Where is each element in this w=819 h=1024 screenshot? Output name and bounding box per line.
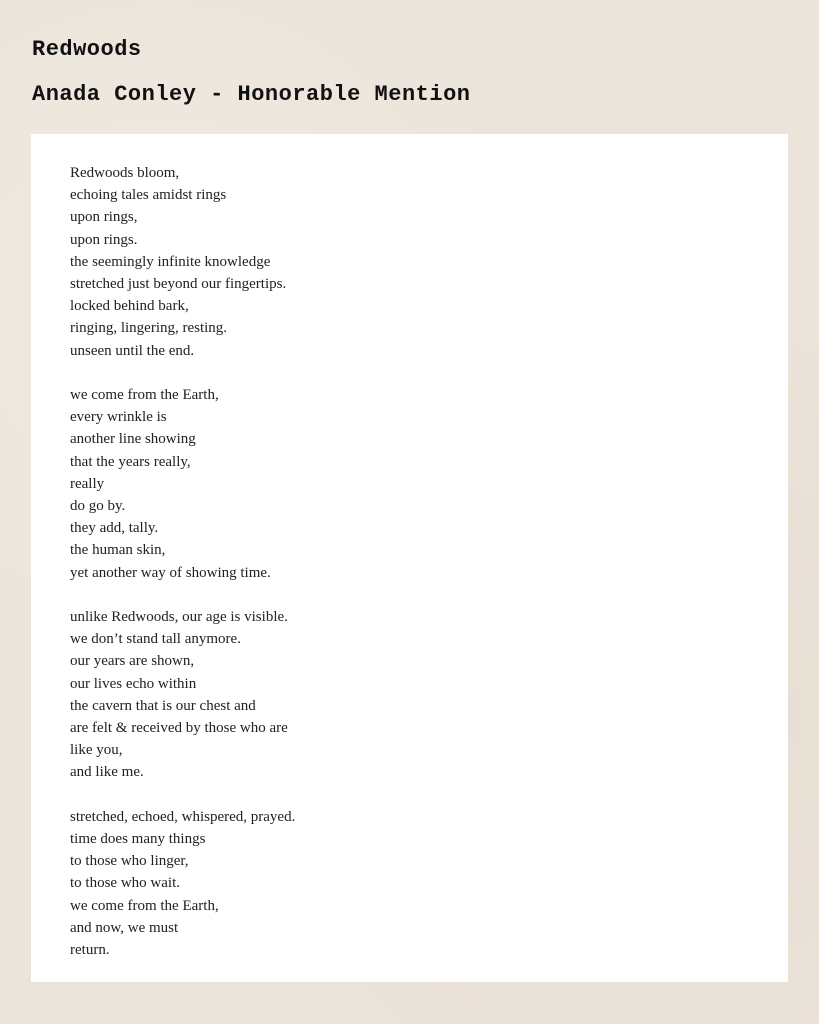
poem-line: the seemingly infinite knowledge	[70, 253, 271, 270]
poem-line: really	[70, 475, 105, 492]
poem-line: do go by.	[70, 498, 126, 515]
poem-line: we don’t stand tall anymore.	[70, 631, 241, 648]
poem-line: upon rings.	[70, 231, 138, 248]
poem-line: we come from the Earth,	[70, 897, 219, 914]
poem-body	[70, 162, 295, 961]
poem-line: to those who wait.	[70, 875, 180, 892]
poem-line: Redwoods bloom,	[70, 165, 180, 181]
poem-line: are felt & received by those who are	[70, 720, 288, 737]
poem-stanza-2	[70, 384, 295, 584]
poem-line: to those who linger,	[70, 853, 189, 870]
poem-stanza-3	[70, 606, 295, 784]
poem-card	[31, 134, 788, 982]
page-header	[32, 34, 470, 111]
poem-line: return.	[70, 942, 110, 959]
poem-line: stretched just beyond our fingertips.	[70, 276, 287, 293]
poem-stanza-1	[70, 162, 295, 362]
poem-line: every wrinkle is	[70, 409, 167, 426]
poem-line: and now, we must	[70, 919, 179, 936]
poem-line: our years are shown,	[70, 653, 195, 670]
poem-line: our lives echo within	[70, 675, 197, 692]
poem-line: the cavern that is our chest and	[70, 697, 256, 714]
poem-line: locked behind bark,	[70, 298, 189, 315]
poem-line: the human skin,	[70, 542, 166, 559]
poem-line: unlike Redwoods, our age is visible.	[70, 609, 288, 626]
poem-line: echoing tales amidst rings	[70, 187, 227, 204]
poem-line: stretched, echoed, whispered, prayed.	[70, 808, 296, 825]
poem-line: ringing, lingering, resting.	[70, 320, 228, 337]
author-award-subtitle: Anada Conley - Honorable Mention	[32, 82, 471, 107]
page-title: Redwoods	[32, 37, 142, 62]
poem-line: time does many things	[70, 831, 206, 848]
poem-line: and like me.	[70, 764, 144, 781]
poem-line: upon rings,	[70, 209, 138, 226]
poem-line: that the years really,	[70, 453, 191, 470]
poem-line: another line showing	[70, 431, 196, 448]
poem-line: we come from the Earth,	[70, 387, 219, 404]
poem-line: yet another way of showing time.	[70, 564, 271, 581]
poem-line: like you,	[70, 742, 123, 759]
poem-line: unseen until the end.	[70, 342, 195, 359]
poem-line: they add, tally.	[70, 520, 159, 537]
poem-stanza-4	[70, 806, 295, 961]
